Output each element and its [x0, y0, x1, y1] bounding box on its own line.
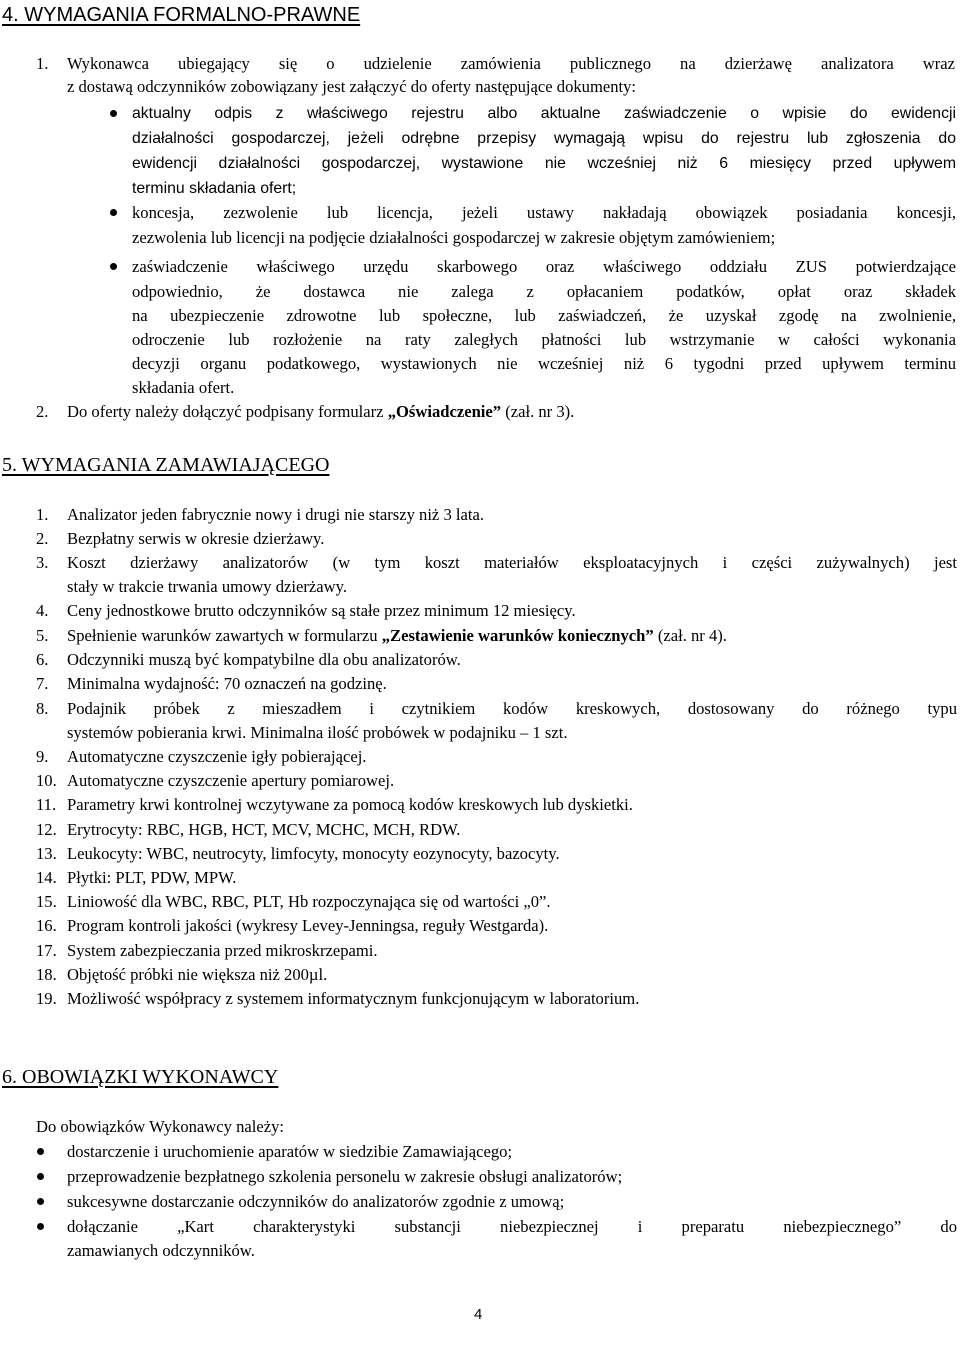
item-number: 5. [36, 626, 49, 645]
text-line: Wykonawca ubiegający się o udzielenie zamówienia publicznego na dzierżawę analizatora wraz [67, 54, 955, 73]
list-item: przeprowadzenie bezpłatnego szkolenia personelu w zakresie obsługi analizatorów; [67, 1167, 623, 1186]
list-item: Możliwość współpracy z systemem informatycznym funkcjonującym w laboratorium. [67, 989, 640, 1008]
text-line: terminu składania ofert; [132, 180, 297, 197]
text-line: ewidencji działalności gospodarczej, wystawione nie wcześniej niż 6 miesięcy przed upływem [132, 155, 956, 172]
list-item-cont: stały w trakcie trwania umowy dzierżawy. [67, 577, 347, 596]
list-item: Płytki: PLT, PDW, MPW. [67, 868, 237, 887]
item-number: 1. [36, 505, 49, 524]
bullet-marker [110, 110, 117, 117]
list-item: Bezpłatny serwis w okresie dzierżawy. [67, 529, 325, 548]
bullet-marker [110, 263, 117, 270]
list-item-cont: zamawianych odczynników. [67, 1241, 255, 1260]
item-number: 19. [36, 989, 57, 1008]
section-4-heading: 4. WYMAGANIA FORMALNO-PRAWNE [2, 4, 361, 26]
item-number: 11. [36, 795, 57, 814]
text-line: składania ofert. [132, 378, 235, 397]
item-number: 10. [36, 771, 57, 790]
list-item: Podajnik próbek z mieszadłem i czytnikiem kodów kreskowych, dostosowany do różnego typu [67, 699, 957, 718]
bullet-marker [37, 1148, 44, 1155]
item-number: 1. [36, 54, 49, 73]
list-item: System zabezpieczania przed mikroskrzepami. [67, 941, 378, 960]
list-item: Ceny jednostkowe brutto odczynników są stałe przez minimum 12 miesięcy. [67, 601, 576, 620]
item-number: 3. [36, 553, 49, 572]
list-item: sukcesywne dostarczanie odczynników do analizatorów zgodnie z umową; [67, 1192, 565, 1211]
text-line: na ubezpieczenie zdrowotne lub społeczne, lub zaświadczeń, że uzyskał zgodę na zwolnienie, [132, 306, 956, 325]
section-5-heading: 5. WYMAGANIA ZAMAWIAJĄCEGO [2, 454, 330, 476]
list-item: Analizator jeden fabrycznie nowy i drugi nie starszy niż 3 lata. [67, 505, 484, 524]
page-number: 4 [474, 1306, 483, 1323]
list-item-cont: systemów pobierania krwi. Minimalna ilość probówek w podajniku – 1 szt. [67, 723, 568, 742]
list-item: Minimalna wydajność: 70 oznaczeń na godzinę. [67, 674, 387, 693]
item-number: 2. [36, 402, 49, 421]
text-span: Spełnienie warunków zawartych w formularzu [67, 626, 382, 645]
list-item [67, 624, 727, 648]
section-6-heading: 6. OBOWIĄZKI WYKONAWCY [2, 1066, 279, 1088]
bullet-marker [37, 1198, 44, 1205]
list-item: dostarczenie i uruchomienie aparatów w siedzibie Zamawiającego; [67, 1142, 513, 1161]
item-number: 9. [36, 747, 49, 766]
item-number: 7. [36, 674, 49, 693]
text-line: odpowiednio, że dostawca nie zalega z opłacaniem podatków, opłat oraz składek [132, 282, 956, 301]
text-span: (zał. nr 4). [653, 626, 727, 645]
item-number: 17. [36, 941, 57, 960]
text-line: z dostawą odczynników zobowiązany jest załączyć do oferty następujące dokumenty: [67, 77, 637, 96]
item-number: 18. [36, 965, 57, 984]
list-item: Parametry krwi kontrolnej wczytywane za pomocą kodów kreskowych lub dyskietki. [67, 795, 633, 814]
list-item: Objętość próbki nie większa niż 200µl. [67, 965, 328, 984]
text-span: (zał. nr 3). [501, 402, 575, 421]
item-number: 15. [36, 892, 57, 911]
bullet-marker [37, 1173, 44, 1180]
text-line: odroczenie lub rozłożenie na raty zaległych płatności lub wstrzymanie w całości wykonania [132, 330, 956, 349]
text-line: decyzji organu podatkowego, wystawionych nie wcześniej niż 6 tygodni przed upływem terminu [132, 354, 956, 373]
bold-span: „Oświadczenie” [387, 402, 502, 421]
bullet-marker [110, 209, 117, 216]
item-number: 6. [36, 650, 49, 669]
item-number: 12. [36, 820, 57, 839]
text-line: aktualny odpis z właściwego rejestru albo aktualne zaświadczenie o wpisie do ewidencji [132, 105, 956, 122]
list-item: Program kontroli jakości (wykresy Levey-Jenningsa, reguły Westgarda). [67, 916, 549, 935]
list-item: Liniowość dla WBC, RBC, PLT, Hb rozpoczynająca się od wartości „0”. [67, 892, 551, 911]
text-line: zaświadczenie właściwego urzędu skarbowego oraz właściwego oddziału ZUS potwierdzające [132, 257, 956, 276]
intro-text: Do obowiązków Wykonawcy należy: [36, 1117, 284, 1136]
list-item: Automatyczne czyszczenie apertury pomiarowej. [67, 771, 395, 790]
list-item: dołączanie „Kart charakterystyki substancji niebezpiecznej i preparatu niebezpiecznego” do [67, 1217, 957, 1236]
list-item: Leukocyty: WBC, neutrocyty, limfocyty, monocyty eozynocyty, bazocyty. [67, 844, 560, 863]
bullet-marker [37, 1223, 44, 1230]
text-line: działalności gospodarczej, jeżeli odrębne przepisy wymagają wpisu do rejestru lub zgłoszenia do [132, 130, 956, 147]
list-item: Erytrocyty: RBC, HGB, HCT, MCV, MCHC, MCH, RDW. [67, 820, 461, 839]
text-line: zezwolenia lub licencji na podjęcie działalności gospodarczej w zakresie objętym zamówieniem; [132, 228, 776, 247]
text-line: koncesja, zezwolenie lub licencja, jeżeli ustawy nakładają obowiązek posiadania koncesji, [132, 203, 956, 222]
list-item: Koszt dzierżawy analizatorów (w tym koszt materiałów eksploatacyjnych i części zużywalnych) jest [67, 553, 957, 572]
list-item: Odczynniki muszą być kompatybilne dla obu analizatorów. [67, 650, 461, 669]
item-number: 14. [36, 868, 57, 887]
item-number: 2. [36, 529, 49, 548]
bold-span: „Zestawienie warunków koniecznych” [381, 626, 654, 645]
text-span: Do oferty należy dołączyć podpisany formularz [67, 402, 388, 421]
item-number: 13. [36, 844, 57, 863]
item-number: 16. [36, 916, 57, 935]
item-number: 4. [36, 601, 49, 620]
section-4-item-2 [67, 400, 574, 424]
list-item: Automatyczne czyszczenie igły pobierającej. [67, 747, 367, 766]
item-number: 8. [36, 699, 49, 718]
